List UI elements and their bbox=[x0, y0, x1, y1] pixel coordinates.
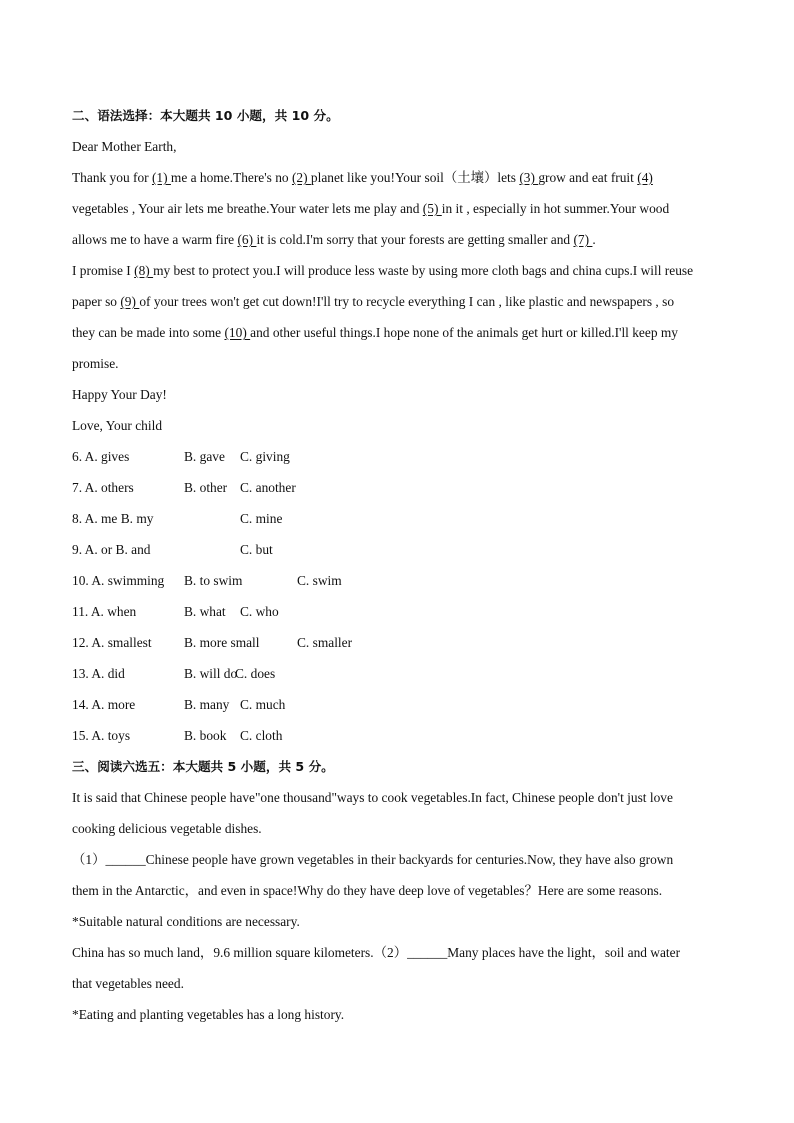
blank-number: (10) bbox=[224, 325, 251, 340]
option-c: C. smaller bbox=[297, 635, 353, 650]
passage-text: me a home.There's no bbox=[170, 170, 292, 185]
option-b: B. to swim bbox=[184, 573, 243, 588]
option-row bbox=[72, 534, 722, 565]
blank-number: (9) bbox=[120, 294, 140, 309]
options-list bbox=[72, 441, 722, 751]
option-a: 6. A. gives bbox=[72, 449, 130, 464]
option-row bbox=[72, 596, 722, 627]
reading-line-2: cooking delicious vegetable dishes. bbox=[72, 821, 262, 836]
passage-text: . bbox=[592, 232, 596, 247]
option-a: 13. A. did bbox=[72, 666, 125, 681]
option-c: C. swim bbox=[297, 573, 342, 588]
passage-line-7: promise. bbox=[72, 356, 119, 371]
passage-text: Thank you for bbox=[72, 170, 152, 185]
blank-number: (7) bbox=[573, 232, 593, 247]
passage-line-2 bbox=[72, 193, 722, 224]
option-a: 11. A. when bbox=[72, 604, 137, 619]
option-c: C. giving bbox=[240, 449, 290, 464]
blank-number: (1) bbox=[151, 170, 171, 185]
passage-text: planet like you!Your soil（土壤）lets bbox=[310, 170, 520, 185]
option-row bbox=[72, 658, 722, 689]
passage-text: my best to protect you.I will produce less waste by using more cloth bags and china cups.I will reuse bbox=[153, 263, 694, 278]
reading-line-7: that vegetables need. bbox=[72, 976, 184, 991]
letter-closing: Happy Your Day! bbox=[72, 387, 167, 402]
passage-line-4 bbox=[72, 255, 722, 286]
passage-line-3 bbox=[72, 224, 722, 255]
option-row bbox=[72, 720, 722, 751]
option-b: B. many bbox=[184, 697, 230, 712]
passage-text: it is cold.I'm sorry that your forests are getting smaller and bbox=[256, 232, 574, 247]
passage-line-6 bbox=[72, 317, 722, 348]
option-row bbox=[72, 565, 722, 596]
option-c: C. another bbox=[240, 480, 296, 495]
option-a: 9. A. or B. and bbox=[72, 542, 151, 557]
option-b: B. book bbox=[184, 728, 227, 743]
passage-text: grow and eat fruit bbox=[538, 170, 638, 185]
option-row bbox=[72, 472, 722, 503]
passage-text: they can be made into some bbox=[72, 325, 225, 340]
reading-line-3: （1）______Chinese people have grown vegetables in their backyards for centuries.Now, they have also grown bbox=[72, 852, 674, 867]
passage-text: I promise I bbox=[72, 263, 135, 278]
blank-number: (8) bbox=[134, 263, 154, 278]
option-c: C. cloth bbox=[240, 728, 283, 743]
letter-signature: Love, Your child bbox=[72, 418, 163, 433]
document-page bbox=[72, 100, 722, 1030]
option-a: 15. A. toys bbox=[72, 728, 131, 743]
passage-text: and other useful things.I hope none of the animals get hurt or killed.I'll keep my bbox=[250, 325, 678, 340]
option-c: C. mine bbox=[240, 511, 283, 526]
option-c: C. but bbox=[240, 542, 273, 557]
blank-number: (2) bbox=[291, 170, 311, 185]
option-c: C. who bbox=[240, 604, 279, 619]
letter-salutation: Dear Mother Earth, bbox=[72, 139, 177, 154]
passage-text: vegetables , Your air lets me breathe.Your water lets me play and bbox=[72, 201, 423, 216]
option-a: 10. A. swimming bbox=[72, 573, 165, 588]
option-b: B. more small bbox=[184, 635, 260, 650]
passage-text: in it , especially in hot summer.Your wood bbox=[441, 201, 670, 216]
reading-line-6: China has so much land，9.6 million square kilometers.（2）______Many places have the light，soil and water bbox=[72, 945, 681, 960]
option-row bbox=[72, 441, 722, 472]
passage-line-1 bbox=[72, 162, 722, 193]
option-row bbox=[72, 689, 722, 720]
passage-text: of your trees won't get cut down!I'll try to recycle everything I can , like plastic and newspapers , so bbox=[139, 294, 675, 309]
option-a: 8. A. me B. my bbox=[72, 511, 154, 526]
passage-line-5 bbox=[72, 286, 722, 317]
reading-line-5: *Suitable natural conditions are necessary. bbox=[72, 914, 300, 929]
option-b: B. what bbox=[184, 604, 226, 619]
option-c: C. much bbox=[240, 697, 286, 712]
option-c: C. does bbox=[235, 666, 276, 681]
option-a: 14. A. more bbox=[72, 697, 136, 712]
blank-number: (5) bbox=[422, 201, 442, 216]
passage-text: allows me to have a warm fire bbox=[72, 232, 238, 247]
option-row bbox=[72, 503, 722, 534]
reading-line-1: It is said that Chinese people have"one thousand"ways to cook vegetables.In fact, Chinese people don't just love bbox=[72, 790, 673, 805]
option-b: B. will do bbox=[184, 666, 238, 681]
option-a: 12. A. smallest bbox=[72, 635, 152, 650]
blank-number: (4) bbox=[637, 170, 653, 185]
section-2-heading: 二、语法选择：本大题共 10 小题，共 10 分。 bbox=[72, 108, 339, 123]
passage-text: paper so bbox=[72, 294, 121, 309]
section-3-heading: 三、阅读六选五：本大题共 5 小题，共 5 分。 bbox=[72, 759, 334, 774]
blank-number: (3) bbox=[519, 170, 539, 185]
option-a: 7. A. others bbox=[72, 480, 134, 495]
option-b: B. gave bbox=[184, 449, 225, 464]
option-b: B. other bbox=[184, 480, 228, 495]
option-row bbox=[72, 627, 722, 658]
blank-number: (6) bbox=[237, 232, 257, 247]
reading-line-8: *Eating and planting vegetables has a long history. bbox=[72, 1007, 345, 1022]
reading-line-4: them in the Antarctic，and even in space!Why do they have deep love of vegetables？Here are some reasons. bbox=[72, 883, 663, 898]
